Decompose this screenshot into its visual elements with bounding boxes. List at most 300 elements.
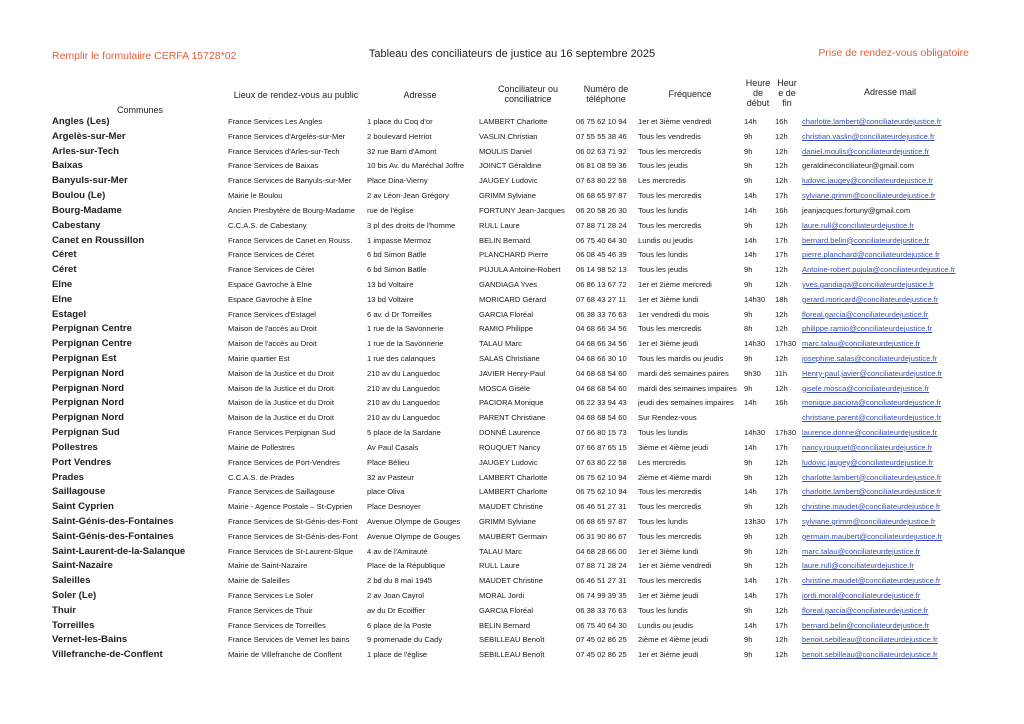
col-header-numero: Numéro de téléphone — [583, 84, 629, 104]
cell-telephone: 06 86 13 67 72 — [576, 279, 627, 289]
conciliators-table — [0, 116, 1024, 664]
cell-heure-fin: 17h — [775, 487, 788, 497]
cell-frequence: Lundis ou jeudis — [638, 235, 693, 245]
cell-commune: Saint Cyprien — [52, 501, 114, 513]
cell-email[interactable]: gisele.mosca@conciliateurdejustice.fr — [802, 383, 930, 393]
col-header-conciliateur: Conciliateur ou conciliatrice — [497, 84, 559, 104]
cell-commune: Argelès-sur-Mer — [52, 130, 126, 142]
cell-email[interactable]: christian.vaslin@conciliateurdejustice.fr — [802, 131, 935, 141]
cell-telephone: 04 68 66 34 56 — [576, 324, 627, 334]
cell-heure-debut: 14h — [744, 205, 757, 215]
cell-conciliateur: SEBILLEAU Benoît — [479, 635, 545, 645]
cell-commune: Saleilles — [52, 575, 91, 587]
cell-telephone: 06 74 99 39 35 — [576, 591, 627, 600]
cell-adresse: 9 promenade du Cady — [367, 635, 443, 645]
cell-email[interactable]: marc.talau@conciliateurdejustice.fr — [802, 339, 921, 349]
cell-telephone: 07 88 71 28 24 — [576, 561, 627, 571]
cell-email[interactable]: charlotte.lambert@conciliateurdejustice.fr — [802, 472, 942, 482]
cell-frequence: Les mercredis — [638, 176, 686, 186]
cell-frequence: Sur Rendez-vous — [638, 413, 697, 423]
cell-email[interactable]: Henry-paul.javier@conciliateurdejustice.fr — [802, 368, 943, 378]
cell-adresse: Avenue Olympe de Gouges — [367, 531, 461, 541]
cell-adresse: 1 rue de la Savonnerie — [367, 339, 444, 349]
table-row — [0, 309, 1024, 324]
cell-email[interactable]: christiane.parent@conciliateurdejustice.fr — [802, 413, 941, 423]
cell-lieu: C.C.A.S. de Cabestany — [228, 220, 307, 230]
cell-heure-debut: 9h — [744, 309, 753, 319]
table-row — [0, 338, 1024, 353]
cell-lieu: France Services Le Soler — [228, 591, 314, 600]
table-row — [0, 605, 1024, 620]
table-row — [0, 649, 1024, 664]
table-row — [0, 235, 1024, 250]
cell-adresse: 10 bis Av. du Maréchal Joffre — [367, 161, 465, 171]
cell-conciliateur: PUJULA Antoine-Robert — [479, 265, 561, 275]
cell-heure-fin: 11h — [775, 368, 788, 378]
table-row — [0, 264, 1024, 279]
table-row — [0, 190, 1024, 205]
cell-heure-fin: 12h — [775, 324, 788, 334]
cell-conciliateur: FORTUNY Jean-Jacques — [479, 205, 565, 215]
cell-heure-fin: 12h — [775, 161, 788, 171]
cell-frequence: 1er et 3ième jeudi — [638, 591, 699, 600]
cell-adresse: 1 place de l'église — [367, 650, 428, 660]
cell-commune: Cabestany — [52, 219, 101, 231]
cell-adresse: 1 impasse Mermoz — [367, 235, 432, 245]
col-header-mail: Adresse mail — [863, 87, 917, 97]
cell-commune: Elne — [52, 293, 73, 305]
cell-heure-debut: 8h — [744, 324, 753, 334]
cell-conciliateur: GRIMM Sylviane — [479, 191, 536, 201]
cell-heure-debut: 14h30 — [744, 428, 766, 438]
cell-heure-debut: 14h — [744, 442, 757, 452]
cell-heure-fin: 12h — [775, 472, 788, 482]
cell-heure-debut: 14h — [744, 576, 757, 586]
cell-commune: Villefranche-de-Conflent — [52, 649, 163, 661]
table-row — [0, 486, 1024, 501]
cell-commune: Perpignan Centre — [52, 338, 132, 350]
cell-email[interactable]: ludovic.jaugey@conciliateurdejustice.fr — [802, 176, 933, 186]
table-row — [0, 205, 1024, 220]
col-header-communes: Communes — [116, 105, 163, 115]
col-header-frequence: Fréquence — [668, 89, 712, 99]
cell-conciliateur: GRIMM Sylviane — [479, 516, 536, 526]
cell-conciliateur: TALAU Marc — [479, 546, 522, 556]
cell-adresse: 32 av Pasteur — [367, 472, 414, 482]
cell-commune: Soler (Le) — [52, 590, 97, 601]
cell-lieu: France Services de St-Laurent-Slque — [228, 546, 353, 556]
cell-telephone: 07 63 80 22 58 — [576, 457, 627, 467]
cell-heure-debut: 9h — [744, 161, 753, 171]
cell-heure-fin: 12h — [775, 279, 788, 289]
cell-heure-fin: 17h — [775, 235, 788, 245]
cell-telephone: 06 02 63 71 92 — [576, 146, 627, 156]
cell-lieu: Maison de l'accès au Droit — [228, 324, 317, 334]
cell-heure-fin: 16h — [775, 117, 788, 126]
cell-conciliateur: BELIN Bernard — [479, 235, 531, 245]
cell-commune: Perpignan Est — [52, 353, 117, 364]
cell-conciliateur: DONNÉ Laurence — [479, 428, 541, 438]
cell-frequence: 1er et 3ième vendredi — [638, 117, 712, 126]
cell-adresse: av du Dr Ecoiffier — [367, 605, 426, 615]
cell-adresse: 5 place de la Sardane — [367, 428, 441, 438]
cell-adresse: 2 boulevard Herriot — [367, 131, 432, 141]
cell-heure-debut: 14h — [744, 620, 757, 630]
cell-email[interactable]: gerard.moricard@conciliateurdejustice.fr — [802, 294, 939, 304]
cell-commune: Saint-Laurent-de-la-Salanque — [52, 545, 186, 557]
cell-conciliateur: MOULIS Daniel — [479, 146, 532, 156]
cell-heure-debut: 9h — [744, 354, 753, 363]
cell-frequence: 1er et 3ième lundi — [638, 546, 699, 556]
cell-email[interactable]: geraldineconciliateur@gmail.com — [802, 161, 914, 171]
cell-email[interactable]: christine.maudet@conciliateurdejustice.fr — [802, 576, 941, 586]
cell-heure-fin: 12h — [775, 531, 788, 541]
cell-telephone: 07 55 55 38 46 — [576, 131, 627, 141]
table-row — [0, 383, 1024, 398]
cell-email[interactable]: sylviane.grimm@conciliateurdejustice.fr — [802, 516, 936, 526]
cell-conciliateur: SEBILLEAU Benoît — [479, 650, 545, 660]
cell-lieu: Mairie de Villefranche de Conflent — [228, 650, 342, 660]
cell-commune: Vernet-les-Bains — [52, 634, 128, 646]
cell-commune: Céret — [52, 249, 77, 261]
cell-conciliateur: LAMBERT Charlotte — [479, 472, 548, 482]
cell-email[interactable]: christine.maudet@conciliateurdejustice.fr — [802, 502, 941, 512]
cell-email[interactable]: bernard.belin@conciliateurdejustice.fr — [802, 235, 930, 245]
cell-heure-debut: 9h — [744, 279, 753, 289]
cell-lieu: Mairie le Boulou — [228, 191, 283, 201]
cell-frequence: mardi des semaines impaires — [638, 383, 737, 393]
cell-commune: Elne — [52, 278, 73, 290]
cell-lieu: Espace Gavroche à Elne — [228, 294, 313, 304]
cell-heure-debut: 9h — [744, 650, 753, 660]
cell-frequence: Tous les mardis ou jeudis — [638, 354, 724, 363]
cell-lieu: France Services d'Argelès-sur-Mer — [228, 131, 346, 141]
table-row — [0, 175, 1024, 190]
cell-frequence: Tous les mercredis — [638, 146, 702, 156]
cell-email[interactable]: laure.rull@conciliateurdejustice.fr — [802, 561, 914, 571]
cell-telephone: 06 75 62 10 94 — [576, 472, 627, 482]
cell-lieu: France Services de Banyuls-sur-Mer — [228, 176, 352, 186]
table-row — [0, 590, 1024, 605]
cell-email[interactable]: benoit.sebilleau@conciliateurdejustice.fr — [802, 650, 938, 660]
table-row — [0, 294, 1024, 309]
cell-lieu: France Services de St-Génis-des-Font — [228, 531, 358, 541]
cell-telephone: 07 45 02 86 25 — [576, 650, 627, 660]
cell-telephone: 07 66 87 65 15 — [576, 442, 627, 452]
cell-heure-fin: 16h — [775, 205, 788, 215]
cell-heure-fin: 17h — [775, 516, 788, 526]
cell-conciliateur: SALAS Christiane — [479, 354, 540, 363]
cell-heure-debut: 9h — [744, 635, 753, 645]
cell-frequence: Tous les mercredis — [638, 576, 702, 586]
cell-lieu: Mairie quartier Est — [228, 354, 290, 363]
cell-adresse: Place Bélieu — [367, 457, 410, 467]
table-row — [0, 412, 1024, 427]
cell-conciliateur: PLANCHARD Pierre — [479, 250, 549, 260]
cell-lieu: France Services de Port-Vendres — [228, 457, 340, 467]
cell-commune: Prades — [52, 471, 84, 483]
cell-adresse: 32 rue Barri d'Amont — [367, 146, 437, 156]
cell-heure-debut: 9h — [744, 531, 753, 541]
cell-frequence: 3ième et 4ième jeudi — [638, 442, 709, 452]
cell-telephone: 06 22 33 94 43 — [576, 398, 627, 408]
cell-conciliateur: MAUDET Christine — [479, 576, 543, 586]
cell-email[interactable]: charlotte.lambert@conciliateurdejustice.fr — [802, 117, 942, 126]
cell-heure-fin: 12h — [775, 220, 788, 230]
cell-lieu: France Services d'Arles-sur-Tech — [228, 146, 340, 156]
cell-lieu: France Services de Céret — [228, 250, 315, 260]
cell-commune: Perpignan Nord — [52, 397, 124, 409]
cell-frequence: 1er et 3ième lundi — [638, 294, 699, 304]
cell-conciliateur: JAVIER Henry-Paul — [479, 368, 546, 378]
cell-frequence: jeudi des semaines impaires — [638, 398, 734, 408]
cell-email[interactable]: floreal.garcia@conciliateurdejustice.fr — [802, 605, 929, 615]
col-header-lieux: Lieux de rendez-vous au public — [233, 90, 359, 100]
table-row — [0, 575, 1024, 590]
cell-email[interactable]: yves.gandiaga@conciliateurdejustice.fr — [802, 279, 934, 289]
cell-commune: Céret — [52, 264, 77, 276]
cell-email[interactable]: jordi.moral@conciliateurdejustice.fr — [802, 591, 921, 600]
cell-conciliateur: RULL Laure — [479, 220, 520, 230]
cell-commune: Estagel — [52, 308, 87, 320]
cell-adresse: 2 bd du 8 mai 1945 — [367, 576, 433, 586]
cell-email[interactable]: pierre.planchard@conciliateurdejustice.fr — [802, 250, 940, 260]
cell-heure-debut: 9h — [744, 383, 753, 393]
cell-heure-fin: 12h — [775, 561, 788, 571]
cell-lieu: Maison de la Justice et du Droit — [228, 398, 334, 408]
cell-heure-fin: 12h — [775, 635, 788, 645]
cell-adresse: place Oliva — [367, 487, 405, 497]
cell-email[interactable]: philippe.ramio@conciliateurdejustice.fr — [802, 324, 933, 334]
cell-adresse: 6 bd Simon Batlle — [367, 250, 427, 260]
cell-frequence: 1er et 3ième jeudi — [638, 650, 699, 660]
cell-email[interactable]: jeanjacques.fortuny@gmail.com — [802, 205, 911, 215]
cell-email[interactable]: daniel.moulis@conciliateurdejustice.fr — [802, 146, 930, 156]
cell-email[interactable]: germain.maubert@conciliateurdejustice.fr — [802, 531, 943, 541]
cell-heure-debut: 9h30 — [744, 368, 761, 378]
cell-heure-fin: 12h — [775, 146, 788, 156]
cell-email[interactable]: nancy.rouquet@conciliateurdejustice.fr — [802, 442, 933, 452]
table-row — [0, 516, 1024, 531]
cell-heure-fin: 12h — [775, 383, 788, 393]
cell-commune: Perpignan Nord — [52, 412, 124, 424]
cell-conciliateur: GANDIAGA Yves — [479, 279, 538, 289]
cell-frequence: Tous les lundis — [638, 428, 688, 438]
table-row — [0, 442, 1024, 457]
cell-email[interactable]: benoit.sebilleau@conciliateurdejustice.fr — [802, 635, 938, 645]
cell-commune: Arles-sur-Tech — [52, 145, 119, 157]
cell-heure-debut: 14h — [744, 591, 757, 600]
cell-telephone: 06 75 62 10 94 — [576, 117, 627, 126]
cell-adresse: 2 av Léon-Jean Grégory — [367, 191, 449, 201]
cell-conciliateur: LAMBERT Charlotte — [479, 487, 548, 497]
cell-lieu: France Services de Saillagouse — [228, 487, 335, 497]
cell-frequence: Lundis ou jeudis — [638, 620, 693, 630]
table-row — [0, 323, 1024, 338]
cell-conciliateur: MAUBERT Germain — [479, 531, 548, 541]
cell-frequence: 1er et 3ième vendredi — [638, 561, 712, 571]
cell-lieu: C.C.A.S. de Prades — [228, 472, 295, 482]
cell-frequence: Tous les mercredis — [638, 487, 702, 497]
cell-lieu: France Services de Vernet les bains — [228, 635, 350, 645]
cell-commune: Saint-Génis-des-Fontaines — [52, 530, 174, 542]
table-row — [0, 160, 1024, 175]
table-row — [0, 397, 1024, 412]
table-row — [0, 472, 1024, 487]
cell-telephone: 04 68 66 34 56 — [576, 339, 627, 349]
table-row — [0, 560, 1024, 575]
cell-telephone: 06 46 51 27 31 — [576, 502, 627, 512]
cell-heure-debut: 9h — [744, 546, 753, 556]
cell-conciliateur: GARCIA Floréal — [479, 605, 534, 615]
cell-email[interactable]: laurence.donne@conciliateurdejustice.fr — [802, 428, 938, 438]
cell-heure-fin: 12h — [775, 354, 788, 363]
cell-commune: Saillagouse — [52, 486, 106, 498]
cell-heure-debut: 9h — [744, 146, 753, 156]
cell-frequence: Tous les lundis — [638, 250, 688, 260]
cell-lieu: France Services de Céret — [228, 265, 315, 275]
cell-heure-debut: 9h — [744, 472, 753, 482]
cell-lieu: France Services Perpignan Sud — [228, 428, 336, 438]
cell-frequence: mardi des semaines paires — [638, 368, 729, 378]
table-row — [0, 531, 1024, 546]
cell-adresse: 6 bd Simon Batlle — [367, 265, 427, 275]
cell-frequence: 2ième et 4ième mardi — [638, 472, 712, 482]
cell-lieu: Ancien Presbytère de Bourg-Madame — [228, 205, 356, 215]
cell-heure-fin: 17h — [775, 591, 788, 600]
cell-adresse: 3 pl des droits de l'homme — [367, 220, 456, 230]
cell-email[interactable]: marc.talau@conciliateurdejustice.fr — [802, 546, 921, 556]
table-row — [0, 501, 1024, 516]
cell-conciliateur: VASLIN Christian — [479, 131, 538, 141]
cell-adresse: rue de l'église — [367, 205, 414, 215]
cell-commune: Perpignan Nord — [52, 382, 124, 394]
table-row — [0, 368, 1024, 383]
cell-frequence: Tous les lundis — [638, 516, 688, 526]
cell-heure-debut: 9h — [744, 561, 753, 571]
cell-heure-fin: 12h — [775, 457, 788, 467]
cell-email[interactable]: Antoine-robert.pujula@conciliateurdejustice.fr — [802, 265, 956, 275]
cell-lieu: Mairie - Agence Postale – St-Cyprien — [228, 502, 353, 512]
cell-lieu: Maison de la Justice et du Droit — [228, 368, 334, 378]
cell-email[interactable]: charlotte.lambert@conciliateurdejustice.fr — [802, 487, 942, 497]
cell-email[interactable]: floreal.garcia@conciliateurdejustice.fr — [802, 309, 929, 319]
cell-email[interactable]: laure.rull@conciliateurdejustice.fr — [802, 220, 914, 230]
cell-telephone: 07 63 80 22 58 — [576, 176, 627, 186]
cell-heure-fin: 12h — [775, 265, 788, 275]
cell-telephone: 06 38 33 76 63 — [576, 309, 627, 319]
cell-heure-debut: 14h — [744, 117, 757, 126]
appointment-note: Prise de rendez-vous obligatoire — [818, 47, 969, 59]
cell-conciliateur: PARENT Christiane — [479, 413, 546, 423]
cell-adresse: 13 bd Voltaire — [367, 279, 414, 289]
cell-conciliateur: TALAU Marc — [479, 339, 522, 349]
cell-telephone: 06 75 40 64 30 — [576, 235, 627, 245]
cell-frequence: Tous les vendredis — [638, 131, 701, 141]
cell-lieu: France Services d'Estagel — [228, 309, 316, 319]
cell-email[interactable]: sylviane.grimm@conciliateurdejustice.fr — [802, 191, 936, 201]
cell-telephone: 06 14 98 52 13 — [576, 265, 627, 275]
cell-conciliateur: MOSCA Gisèle — [479, 383, 531, 393]
cell-heure-debut: 9h — [744, 220, 753, 230]
cell-telephone: 07 68 43 27 11 — [576, 294, 627, 304]
cell-adresse: Place Dina-Vierny — [367, 176, 428, 186]
table-row — [0, 353, 1024, 368]
cell-lieu: Mairie de Pollestres — [228, 442, 295, 452]
cell-frequence: Tous les mercredis — [638, 324, 702, 334]
cell-telephone: 04 68 68 54 60 — [576, 413, 627, 423]
cell-lieu: Maison de l'accès au Droit — [228, 339, 317, 349]
cell-telephone: 06 46 51 27 31 — [576, 576, 627, 586]
cell-telephone: 04 68 28 66 00 — [576, 546, 627, 556]
cell-heure-debut: 9h — [744, 457, 753, 467]
cell-commune: Canet en Roussillon — [52, 234, 145, 246]
cell-adresse: Place de la République — [367, 561, 446, 571]
cell-heure-fin: 17h — [775, 576, 788, 586]
cell-lieu: France Services de St-Génis-des-Font — [228, 516, 358, 526]
cell-adresse: 1 rue de la Savonnerie — [367, 324, 444, 334]
cell-commune: Thuir — [52, 604, 76, 616]
cell-heure-debut: 14h — [744, 250, 757, 260]
cell-heure-debut: 9h — [744, 502, 753, 512]
cell-email[interactable]: bernard.belin@conciliateurdejustice.fr — [802, 620, 930, 630]
cell-lieu: Maison de la Justice et du Droit — [228, 383, 334, 393]
cell-heure-fin: 17h30 — [775, 339, 797, 349]
cell-conciliateur: MORICARD Gérard — [479, 294, 547, 304]
cell-heure-debut: 14h30 — [744, 339, 766, 349]
cell-telephone: 06 20 58 26 30 — [576, 205, 627, 215]
cell-lieu: France Services de Canet en Rouss. — [228, 235, 353, 245]
cell-email[interactable]: monique.paciora@conciliateurdejustice.fr — [802, 398, 941, 408]
cell-commune: Perpignan Nord — [52, 367, 124, 379]
cell-adresse: 210 av du Languedoc — [367, 413, 441, 423]
cell-adresse: 13 bd Voltaire — [367, 294, 414, 304]
cell-conciliateur: BELIN Bernard — [479, 620, 531, 630]
cell-frequence: Tous les mercredis — [638, 531, 702, 541]
cell-heure-fin: 18h — [775, 294, 788, 304]
cell-conciliateur: MORAL Jordi — [479, 591, 525, 600]
cell-commune: Saint-Génis-des-Fontaines — [52, 515, 174, 527]
cell-telephone: 04 68 66 30 10 — [576, 354, 627, 363]
cell-lieu: France Services de Torreilles — [228, 620, 326, 630]
cell-telephone: 06 31 90 86 67 — [576, 531, 627, 541]
cell-heure-fin: 17h30 — [775, 428, 797, 438]
cell-telephone: 06 75 62 10 94 — [576, 487, 627, 497]
table-row — [0, 457, 1024, 472]
cell-commune: Angles (Les) — [52, 116, 110, 127]
cerfa-form-link[interactable]: Remplir le formulaiire CERFA 15728*02 — [52, 50, 237, 62]
cell-heure-debut: 9h — [744, 265, 753, 275]
cell-heure-fin: 12h — [775, 650, 788, 660]
cell-frequence: Tous les lundis — [638, 605, 688, 615]
table-row — [0, 427, 1024, 442]
cell-heure-fin: 12h — [775, 131, 788, 141]
col-header-heure-debut: Heure de début — [745, 78, 771, 108]
table-row — [0, 620, 1024, 635]
cell-adresse: 1 rue des calanques — [367, 354, 436, 363]
cell-conciliateur: JAUGEY Ludovic — [479, 176, 538, 186]
cell-heure-debut: 14h — [744, 191, 757, 201]
cell-frequence: Tous les jeudis — [638, 265, 688, 275]
cell-telephone: 04 68 68 54 60 — [576, 383, 627, 393]
table-row — [0, 546, 1024, 561]
cell-email[interactable]: josephine.salas@conciliateurdejustice.fr — [802, 354, 938, 363]
cell-telephone: 06 68 65 97 87 — [576, 516, 627, 526]
cell-adresse: 210 av du Languedoc — [367, 398, 441, 408]
cell-commune: Perpignan Centre — [52, 323, 132, 335]
cell-email[interactable]: ludovic.jaugey@conciliateurdejustice.fr — [802, 457, 933, 467]
cell-adresse: Place Desnoyer — [367, 502, 421, 512]
